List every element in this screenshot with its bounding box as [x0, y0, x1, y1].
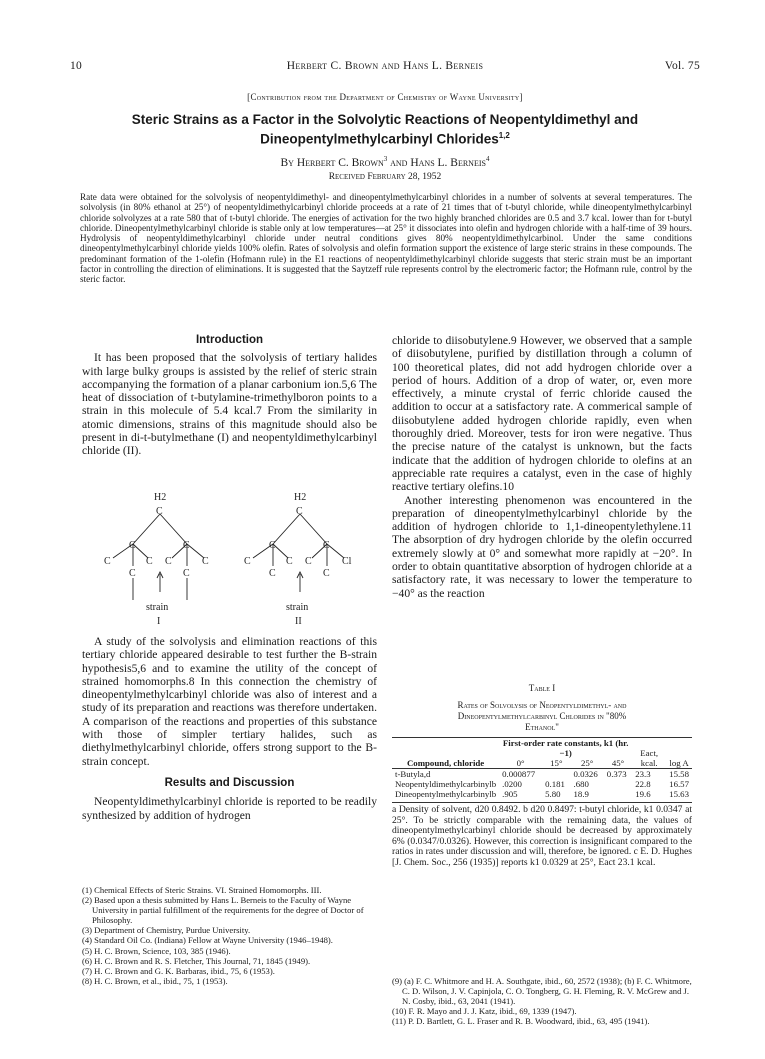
I-h2-label: H2: [154, 492, 167, 503]
footnote-2: (2) Based upon a thesis submitted by Hans L. Berneis to the Faculty of Wayne University in partial fulfillment of the requirements for the degree of Doctor of Philosophy.: [82, 895, 364, 926]
volume-label: Vol. 75: [664, 60, 700, 72]
author-1-mark: 3: [383, 155, 388, 163]
author-1: By Herbert C. Brown: [280, 156, 384, 169]
row-2-logA: 16.57: [669, 779, 689, 789]
received-date: Received February 28, 1952: [328, 172, 442, 182]
II-c2: C: [286, 556, 293, 567]
row-3-eact: 19.6: [635, 789, 651, 799]
structure-I: [113, 514, 204, 600]
footnote-1: (1) Chemical Effects of Steric Strains. VI. Strained Homomorphs. III.: [82, 885, 322, 895]
II-c3: C: [305, 556, 312, 567]
col-25: 25°: [581, 758, 594, 768]
footnote-7: (7) H. C. Brown and G. K. Barbaras, ibid., 75, 6 (1953).: [82, 965, 275, 976]
row-3-15: 5.80: [545, 789, 561, 799]
footnote-11: (11) P. D. Bartlett, G. L. Fraser and R. B. Woodward, ibid., 63, 495 (1941).: [392, 1016, 650, 1027]
author-2-mark: 4: [485, 155, 490, 163]
running-authors: Herbert C. Brown and Hans L. Berneis: [286, 60, 484, 72]
II-c6: C: [323, 568, 330, 579]
footnote-9: (9) (a) F. C. Whitmore and H. A. Southgate, ibid., 60, 2572 (1938); (b) F. C. Whitmore, C. D. Wilson, J. V. Capinjola, C. O. Tongberg, G. H. Fleming, R. V. McGrew and J. N. Cosby, ibid., 63, 2041 (1941).: [392, 976, 692, 1007]
table-row: [392, 789, 692, 799]
I-c5: C: [129, 568, 136, 579]
table-caption-1: Rates of Solvolysis of Neopentyldimethyl- and: [457, 700, 627, 710]
I-c6: C: [183, 568, 190, 579]
intro-paragraph-1: It has been proposed that the solvolysis of tertiary halides with large bulky groups is assisted by the relief of steric strain accompanying the formation of a planar carbonium ion.5,6 The heat of dissociation of t-butylamine-trimethylboron points to a strain in this molecule of 5.4 kcal.7 From the similarity in atomic dimensions, strains of this magnitude should also be present in di-t-butylmethane (I) and neopentyldimethylcarbinyl chloride (II).: [82, 351, 377, 458]
left-column-top: [82, 334, 377, 458]
II-c1: C: [244, 556, 251, 567]
I-strain-label: strain: [146, 602, 169, 613]
II-left-c: C: [269, 540, 276, 551]
row-3-25: 18.9: [573, 789, 589, 799]
row-1-25: 0.0326: [573, 769, 598, 779]
I-right-c: C: [183, 540, 190, 551]
I-c4: C: [202, 556, 209, 567]
row-1-eact: 23.3: [635, 769, 651, 779]
col-eact: Eact, kcal.: [640, 748, 659, 768]
col-compound: Compound, chloride: [406, 758, 485, 768]
I-label: I: [157, 616, 161, 627]
row-1-15: [542, 769, 570, 780]
article-title: [80, 112, 690, 148]
right-paragraph-2: Another interesting phenomenon was encountered in the preparation of dineopentylmethylcarbinyl chloride by the addition of hydrogen chloride to 1,1-dineopentylethylene.11 The absorption of dry hydrogen chloride by the olefin occurred extremely slowly at 0° and somewhat more rapidly at −20°. In order to obtain quantitative absorption of hydrogen chloride at a satisfactory rate, it was necessary to lower the temperature to −40° as the reaction: [392, 493, 692, 600]
results-heading: Results and Discussion: [164, 776, 295, 789]
II-c5: C: [269, 568, 276, 579]
row-2-0: .0200: [502, 779, 522, 789]
col-rate-group: First-order rate constants, k1 (hr.−1): [502, 738, 629, 758]
title-line-2: Dineopentylmethylcarbinyl Chlorides: [260, 131, 499, 147]
col-0: 0°: [516, 758, 525, 768]
I-top-c: C: [156, 506, 163, 517]
footnote-10: (10) F. R. Mayo and J. J. Katz, ibid., 69, 1339 (1947).: [392, 1006, 577, 1017]
row-3-logA: 15.63: [669, 789, 689, 799]
table-title: Table I: [528, 683, 556, 693]
row-2-25: .680: [573, 779, 589, 789]
row-3-45: [604, 789, 632, 799]
II-label: II: [295, 616, 302, 627]
row-2-45: [604, 779, 632, 789]
structure-II: [253, 514, 344, 592]
intro-paragraph-2: A study of the solvolysis and elimination reactions of this tertiary chloride appeared desirable to test further the B-strain hypothesis5,6 and to examine the utility of the concept of strained homomorphs.8 In this connection the chemistry of dineopentylmethylcarbinyl chloride was also of interest and a study of its preparation and reactions was therefore undertaken. A comparison of the reactions and properties of this substance with those of simpler tertiary halides, such as diethylmethylcarbinyl chloride, offers strong support to the B-strain concept.: [82, 635, 377, 768]
right-column-top: [392, 334, 692, 600]
footnote-3: (3) Department of Chemistry, Purdue University.: [82, 925, 251, 936]
I-c1: C: [104, 556, 111, 567]
II-cl: Cl: [342, 556, 352, 567]
abstract: Rate data were obtained for the solvolysis of neopentyldimethyl- and dineopentylmethylcarbinyl chlorides in a number of solvents at several temperatures. The solvolysis (in 80% ethanol at 25°) of neopentyldimethylcarbinyl chloride proceeds at a rate of 21 times that of t-butyl chloride, while dineopentylmethylcarbinyl chloride solvolyzes at a rate 580 that of t-butyl chloride. The energies of activation for the two highly branched chlorides are 0.5 and 3.7 kcal. lower than for t-butyl chloride. Dineopentylmethylcarbinyl chloride is stable only at low temperatures—at 25° it dissociates into olefin and hydrogen chloride with a half-time of 39 hours. Hydrolysis of neopentyldimethylcarbinyl chloride under neutral conditions gives 80% neopentyldimethylcarbinol. Under the same conditions dineopentylmethylcarbinyl chloride yields 100% olefin. Rates of solvolysis and olefin formation support the existence of large steric strains in these compounds. The predominant formation of the 1-olefin (Hofmann rule) in the E1 reactions of neopentyldimethylcarbinyl chloride suggests that steric strain must be an important factor in controlling the direction of eliminations. It is suggested that the Saytzeff rule represents control by the electromeric factor; the Hofmann rule, control by the steric factor.: [80, 192, 692, 285]
row-2-eact: 22.8: [635, 779, 651, 789]
row-3-name: Dineopentylmethylcarbinylb: [395, 789, 497, 799]
left-column-bottom: [82, 635, 377, 822]
right-paragraph-1: chloride to diisobutylene.9 However, we observed that a sample of diisobutylene, purified by distillation through a column of 100 theoretical plates, did not add hydrogen chloride over a period of hours. Addition of a drop of water, or, even more effectively, a minute crystal of ferric chloride caused the addition to occur at a satisfactory rate. A commerical sample of diisobutylene added hydrogen chloride rapidly, even when thoroughly dried. Moreover, tests for iron were negative. Thus the precise nature of the catalyst is unknown, but the facts indicate that the addition of hydrogen chloride to olefins at an appreciable rate requires a catalyst, even in the case of highly reactive tertiary olefins.10: [392, 334, 692, 494]
table-caption-3: Ethanol": [525, 722, 559, 732]
footnote-6: (6) H. C. Brown and R. S. Fletcher, This Journal, 71, 1845 (1949).: [82, 955, 311, 966]
row-1-name: t-Butyla,d: [395, 769, 431, 779]
table-notes: a Density of solvent, d20 0.8492. b d20 0.8497: t-butyl chloride, k1 0.0347 at 25°. To be strictly comparable with the remaining data, the values of dineopentylmethylcarbinyl chloride should be decreased by approximately 6% (0.0347/0.0326). However, this correction is insignificant compared to the ratios in rates under discussion and will, therefore, be ignored. c E. D. Hughes [J. Chem. Soc., 256 (1935)] reports k1 0.0329 at 25°, Eact 23.1 kcal.: [392, 804, 692, 868]
I-left-c: C: [129, 540, 136, 551]
introduction-heading: Introduction: [195, 334, 264, 346]
row-2-15: 0.181: [545, 779, 565, 789]
title-line-1: Steric Strains as a Factor in the Solvolytic Reactions of Neopentyldimethyl and: [131, 112, 639, 127]
col-logA: log A: [669, 758, 689, 768]
footnote-8: (8) H. C. Brown, et al., ibid., 75, 1 (1953).: [82, 975, 228, 986]
row-1-45: 0.373: [606, 769, 627, 779]
col-15: 15°: [550, 758, 563, 768]
author-2: and Hans L. Berneis: [387, 156, 486, 169]
contribution-line: [Contribution from the Department of Chemistry of Wayne University]: [247, 92, 523, 102]
II-strain-label: strain: [286, 602, 309, 613]
left-footnotes: [82, 885, 377, 986]
table-I: [392, 683, 692, 869]
I-c2: C: [146, 556, 153, 567]
I-c3: C: [165, 556, 172, 567]
footnote-5: (5) H. C. Brown, Science, 103, 385 (1946).: [82, 945, 231, 956]
row-1-logA: 15.58: [669, 769, 689, 779]
col-45: 45°: [611, 758, 625, 768]
table-row: [392, 779, 692, 789]
II-top-c: C: [296, 506, 303, 517]
title-footnote-marks: 1,2: [498, 131, 510, 140]
page-number: 10: [70, 60, 83, 72]
row-3-0: .905: [502, 789, 518, 799]
table-row: [392, 769, 692, 780]
results-paragraph-1: Neopentyldimethylcarbinyl chloride is reported to be readily synthesized by addition of hydrogen: [82, 795, 377, 822]
II-h2-label: H2: [294, 492, 307, 503]
row-1-0: 0.000877: [502, 769, 536, 779]
II-right-c: C: [323, 540, 330, 551]
table-caption-2: Dineopentylmethylcarbinyl Chlorides in "80%: [457, 711, 627, 721]
byline: [70, 155, 700, 169]
footnote-4: (4) Standard Oil Co. (Indiana) Fellow at Wayne University (1946–1948).: [82, 935, 333, 946]
row-2-name: Neopentyldimethylcarbinylb: [395, 779, 497, 789]
rate-table: [392, 737, 692, 799]
structure-diagram: [88, 492, 378, 630]
right-footnotes: [392, 976, 692, 1026]
